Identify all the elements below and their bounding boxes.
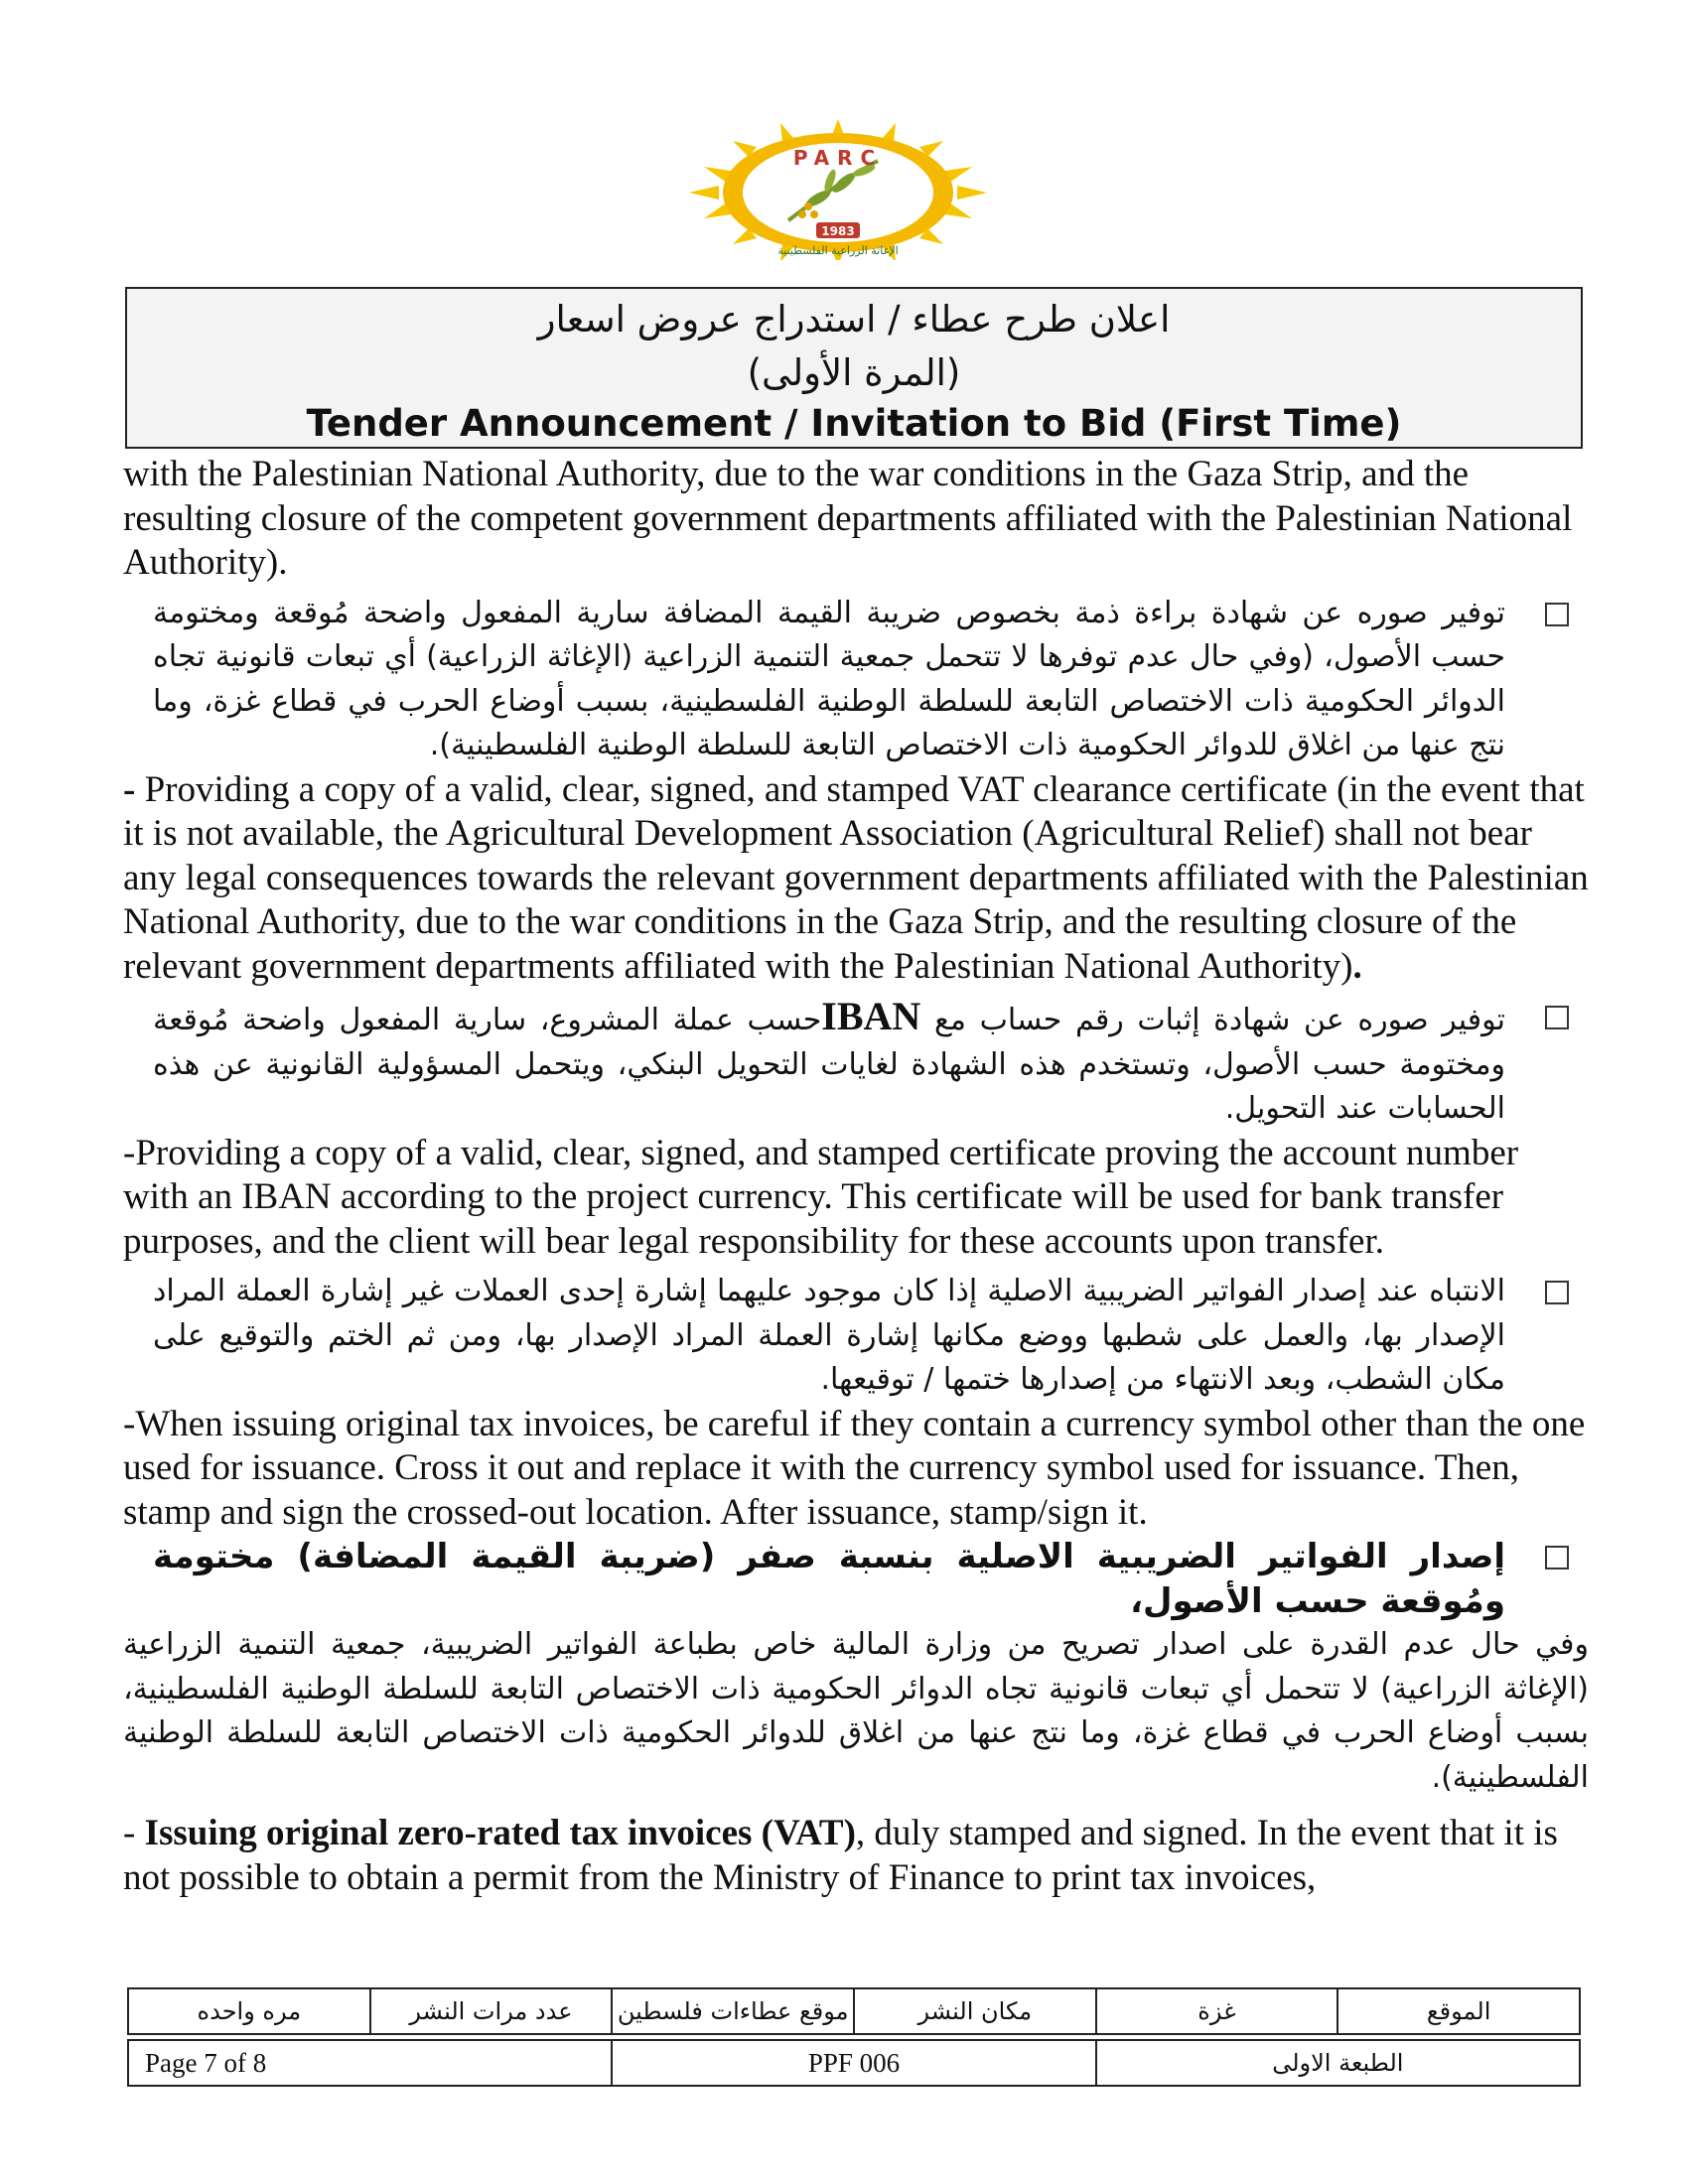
item2-arabic-text-a: توفير صوره عن شهادة إثبات رقم حساب مع	[920, 1003, 1505, 1037]
parc-logo	[681, 115, 995, 260]
footer-page-table	[127, 2039, 1581, 2087]
form-code: PPF 006	[612, 2040, 1095, 2086]
item4-prefix: -	[123, 1813, 145, 1853]
footer-cell-5: عدد مرات النشر	[370, 1988, 613, 2034]
logo-acronym: PARC	[792, 146, 884, 170]
footer-cell-3: مكان النشر	[854, 1988, 1096, 2034]
item3-checkbox[interactable]	[1545, 1281, 1569, 1304]
page-number: Page 7 of 8	[128, 2040, 612, 2086]
footer-cell-6: مره واحده	[128, 1988, 370, 2034]
item2-arabic-text-b: حسب عملة المشروع، سارية المفعول واضحة مُوقعة ومختومة حسب الأصول، وتستخدم هذه الشهادة لغايات التحويل البنكي، ويتحمل المسؤولية القانونية عن هذه الحسابات عند التحويل.	[153, 1003, 1505, 1126]
item4-english-bold: Issuing original zero-rated tax invoices	[144, 1813, 753, 1853]
item4-arabic-heading	[123, 1535, 1505, 1623]
footer-cell-4: موقع عطاءات فلسطين	[612, 1988, 854, 2034]
item4-checkbox[interactable]	[1545, 1546, 1569, 1570]
item1-english-text: Providing a copy of a valid, clear, signed, and stamped VAT clearance certificate (in the event that it is not available, the Agricultural Development Association (Agricultural Relief) shall not bear any legal consequences towards the relevant government departments affiliated with the Palestinian National Authority, due to the war conditions in the Gaza Strip, and the resulting closure of the relevant government departments affiliated with the Palestinian National Authority)	[123, 768, 1589, 987]
item4-arabic-bold: إصدار الفواتير الضريبية الاصلية بنسبة صفر (ضريبة القيمة المضافة) مختومة ومُوقعة حسب الأصول،	[153, 1537, 1505, 1621]
footer-cell-1: الموقع	[1337, 1988, 1580, 2034]
item4-english	[123, 1812, 1589, 1900]
item1-arabic-text: توفير صوره عن شهادة براءة ذمة بخصوص ضريبة القيمة المضافة سارية المفعول واضحة مُوقعة ومختومة حسب الأصول، (وفي حال عدم توفرها لا تتحمل جمعية التنمية الزراعية (الإغاثة الزراعية) أي تبعات قانونية تجاه الدوائر الحكومية ذات الاختصاص التابعة للسلطة الوطنية الفلسطينية، بسبب أوضاع الحرب في قطاع غزة، وما نتج عنها من اغلاق للدوائر الحكومية ذات الاختصاص التابعة للسلطة الوطنية الفلسطينية).	[153, 595, 1505, 762]
edition: الطبعة الاولى	[1096, 2040, 1580, 2086]
footer-cell-2: غزة	[1096, 1988, 1338, 2034]
item4-vat: (VAT)	[752, 1813, 856, 1853]
item2-english: -Providing a copy of a valid, clear, signed, and stamped certificate proving the account number with an IBAN according to the project currency. This certificate will be used for bank transfer purposes, and the client will bear legal responsibility for these accounts upon transfer.	[123, 1132, 1519, 1262]
intro-paragraph: with the Palestinian National Authority, due to the war conditions in the Gaza Strip, and the resulting closure of the competent government departments affiliated with the Palestinian National Authority).	[123, 454, 1573, 583]
title-arabic-line-2: (المرة الأولى)	[747, 351, 961, 394]
logo-arabic-name: الإغاثة الزراعية الفلسطينية	[777, 244, 899, 257]
parc-logo-graphic	[681, 115, 995, 260]
item4-english-text: , duly stamped and signed. In the event that it is not possible to obtain a permit from the Ministry of Finance to print tax invoices,	[123, 1813, 1558, 1898]
item1-english	[123, 768, 1589, 990]
item2-checkbox[interactable]	[1545, 1006, 1569, 1029]
document-body	[123, 453, 1589, 1900]
logo-year: 1983	[821, 224, 855, 238]
footer-info-table	[127, 1987, 1581, 2035]
item3-arabic-text: الانتباه عند إصدار الفواتير الضريبية الاصلية إذا كان موجود عليهما إشارة إحدى العملات غير إشارة العملة المراد الإصدار بها، والعمل على شطبها ووضع مكانها إشارة العملة المراد الإصدار بها، ومن ثم الختم والتوقيع على مكان الشطب، وبعد الانتهاء من إصدارها ختمها / توقيعها.	[153, 1274, 1505, 1397]
item4-arabic: وفي حال عدم القدرة على اصدار تصريح من وزارة المالية خاص بطباعة الفواتير الضريبية، جمعية التنمية الزراعية (الإغاثة الزراعية) لا تتحمل أي تبعات قانونية تجاه الدوائر الحكومية ذات الاختصاص التابعة للسلطة الوطنية الفلسطينية، بسبب أوضاع الحرب في قطاع غزة، وما نتج عنها من اغلاق للدوائر الحكومية ذات الاختصاص التابعة للسلطة الوطنية الفلسطينية).	[123, 1627, 1589, 1795]
item1-arabic	[123, 592, 1505, 768]
item1-end: .	[1352, 945, 1362, 987]
item2-arabic	[123, 995, 1505, 1132]
item3-arabic	[123, 1270, 1505, 1403]
title-box	[125, 287, 1583, 449]
item2-iban: IBAN	[821, 994, 921, 1038]
item1-prefix: -	[123, 768, 136, 810]
title-english: Tender Announcement / Invitation to Bid (First Time)	[306, 402, 1402, 445]
title-arabic-line-1: اعلان طرح عطاء / استدراج عروض اسعار	[537, 298, 1171, 341]
item3-english: -When issuing original tax invoices, be careful if they contain a currency symbol other than the one used for issuance. Cross it out and replace it with the currency symbol used for issuance. Then, stamp and sign the crossed-out location. After issuance, stamp/sign it.	[123, 1403, 1586, 1533]
item1-checkbox[interactable]	[1545, 603, 1569, 626]
